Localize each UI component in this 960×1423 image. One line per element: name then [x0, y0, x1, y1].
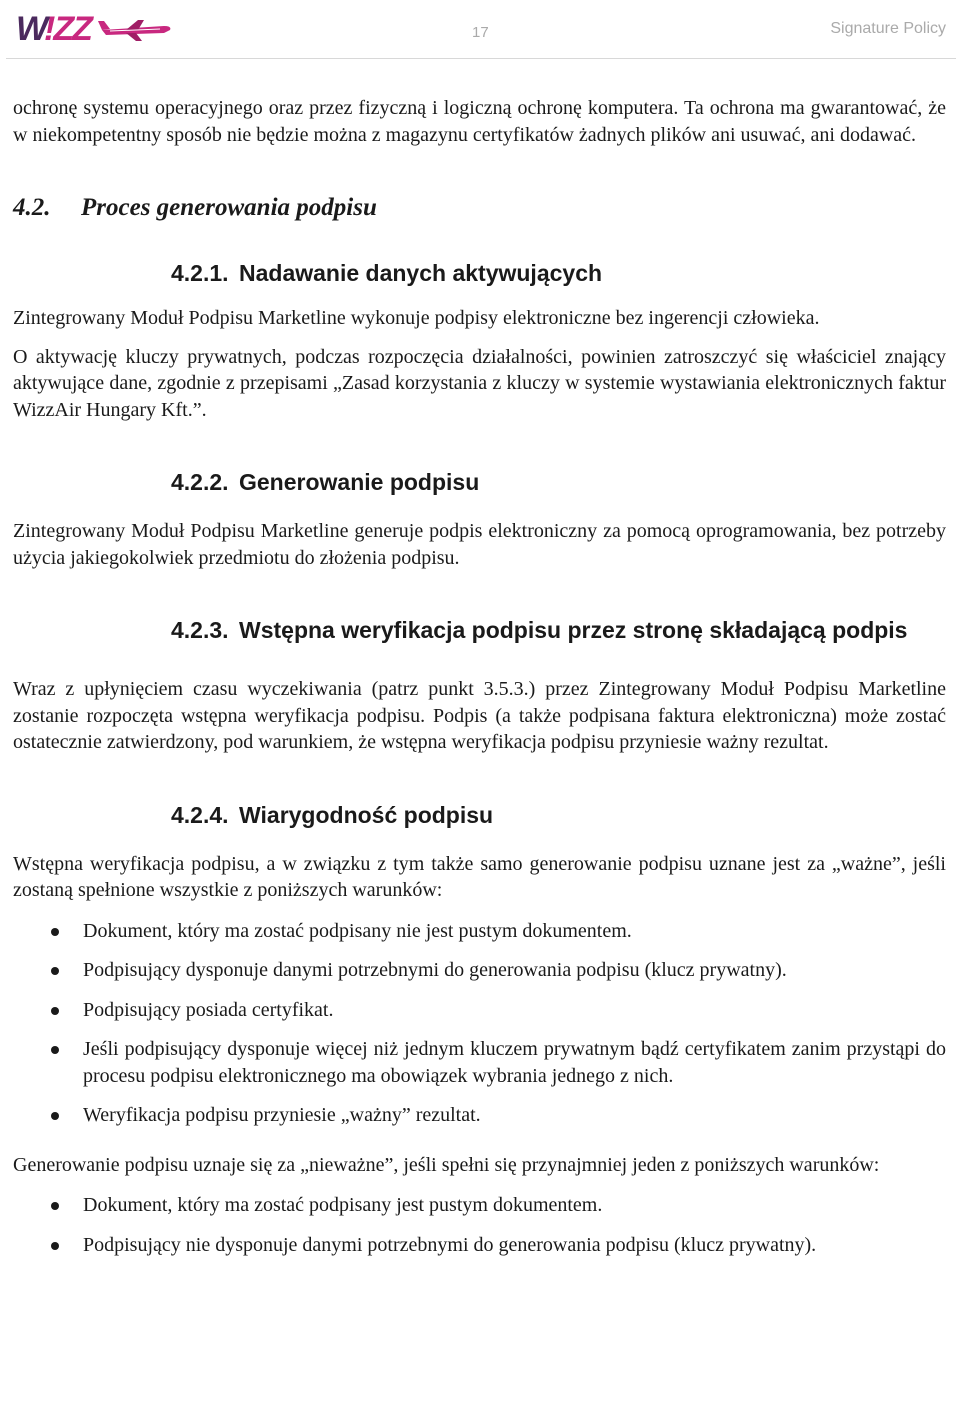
header-title: Signature Policy: [830, 20, 946, 37]
bullet-icon: [51, 1046, 59, 1054]
section-title: Generowanie podpisu: [239, 469, 480, 495]
section-heading-4-2-4: [171, 794, 946, 837]
section-number: 4.2.4.: [171, 801, 229, 828]
list-item: Podpisujący dysponuje danymi potrzebnymi do generowania podpisu (klucz prywatny).: [13, 957, 946, 984]
section-number: 4.2.1.: [171, 260, 229, 286]
list-item: Dokument, który ma zostać podpisany jest pustym dokumentem.: [13, 1192, 946, 1219]
svg-text:!ZZ: !ZZ: [44, 10, 91, 48]
document-body: [13, 95, 946, 1258]
section-number: 4.2.3.: [171, 617, 229, 643]
list-item: Weryfikacja podpisu przyniesie „ważny” rezultat.: [13, 1102, 946, 1129]
airplane-icon: [98, 20, 170, 41]
bullet-icon: [51, 928, 59, 936]
page-header: [0, 0, 960, 60]
section-title: Nadawanie danych aktywujących: [239, 260, 603, 286]
valid-conditions-list: [13, 918, 946, 1129]
list-item: Jeśli podpisujący dysponuje więcej niż jednym kluczem prywatnym bądź certyfikatem zanim przystąpi do procesu podpisu elektronicznego ma obowiązek wybrania jednego z nich.: [13, 1036, 946, 1089]
invalid-conditions-list: [13, 1192, 946, 1258]
section-heading-4-2: [13, 194, 946, 222]
list-item: Podpisujący posiada certyfikat.: [13, 997, 946, 1024]
header-divider: [6, 58, 956, 59]
bullet-icon: [51, 967, 59, 975]
section-heading-4-2-1: [171, 252, 946, 295]
section-title: Proces generowania podpisu: [81, 194, 377, 221]
list-item: Dokument, który ma zostać podpisany nie jest pustym dokumentem.: [13, 918, 946, 945]
wizz-logo: [14, 8, 174, 48]
paragraph: Wstępna weryfikacja podpisu, a w związku z tym także samo generowanie podpisu uznane jest za „ważne”, jeśli zostaną spełnione wszystkie z poniższych warunków:: [13, 852, 946, 901]
bullet-icon: [51, 1007, 59, 1015]
section-number: 4.2.2.: [171, 469, 229, 495]
paragraph: Generowanie podpisu uznaje się za „nieważne”, jeśli spełni się przynajmniej jeden z poniższych warunków:: [13, 1153, 880, 1176]
section-heading-4-2-2: [171, 461, 946, 504]
page-number: 17: [472, 24, 489, 41]
list-item: Podpisujący nie dysponuje danymi potrzebnymi do generowania podpisu (klucz prywatny).: [13, 1232, 946, 1259]
bullet-icon: [51, 1202, 59, 1210]
paragraph: Zintegrowany Moduł Podpisu Marketline generuje podpis elektroniczny za pomocą oprogramowania, bez potrzeby użycia jakiegokolwiek przedmiotu do złożenia podpisu.: [13, 520, 946, 569]
bullet-icon: [51, 1112, 59, 1120]
section-heading-4-2-3: [171, 609, 946, 652]
section-title: Wiarygodność podpisu: [239, 801, 494, 828]
svg-text:W: W: [16, 10, 47, 48]
paragraph: Zintegrowany Moduł Podpisu Marketline wykonuje podpisy elektroniczne bez ingerencji człowieka.: [13, 307, 820, 329]
bullet-icon: [51, 1242, 59, 1250]
section-title: Wstępna weryfikacja podpisu przez stronę składającą podpis: [239, 617, 908, 643]
paragraph: O aktywację kluczy prywatnych, podczas rozpoczęcia działalności, powinien zatroszczyć się właściciel znający aktywujące dane, zgodnie z przepisami „Zasad korzystania z kluczy w systemie wystawiania elektronicznych faktur WizzAir Hungary Kft.”.: [13, 345, 946, 421]
paragraph: Wraz z upłynięciem czasu wyczekiwania (patrz punkt 3.5.3.) przez Zintegrowany Moduł Podpisu Marketline zostanie rozpoczęta wstępna weryfikacja podpisu. Podpis (a także podpisana faktura elektroniczna) może zostać ostatecznie zatwierdzony, pod warunkiem, że wstępna weryfikacja podpisu przyniesie ważny rezultat.: [13, 678, 946, 753]
intro-paragraph: ochronę systemu operacyjnego oraz przez fizyczną i logiczną ochronę komputera. Ta ochrona ma gwarantować, że w niekompetentny sposób nie będzie można z magazynu certyfikatów żadnych plików ani usuwać, ani dodawać.: [13, 97, 946, 146]
section-number: 4.2.: [13, 194, 51, 221]
